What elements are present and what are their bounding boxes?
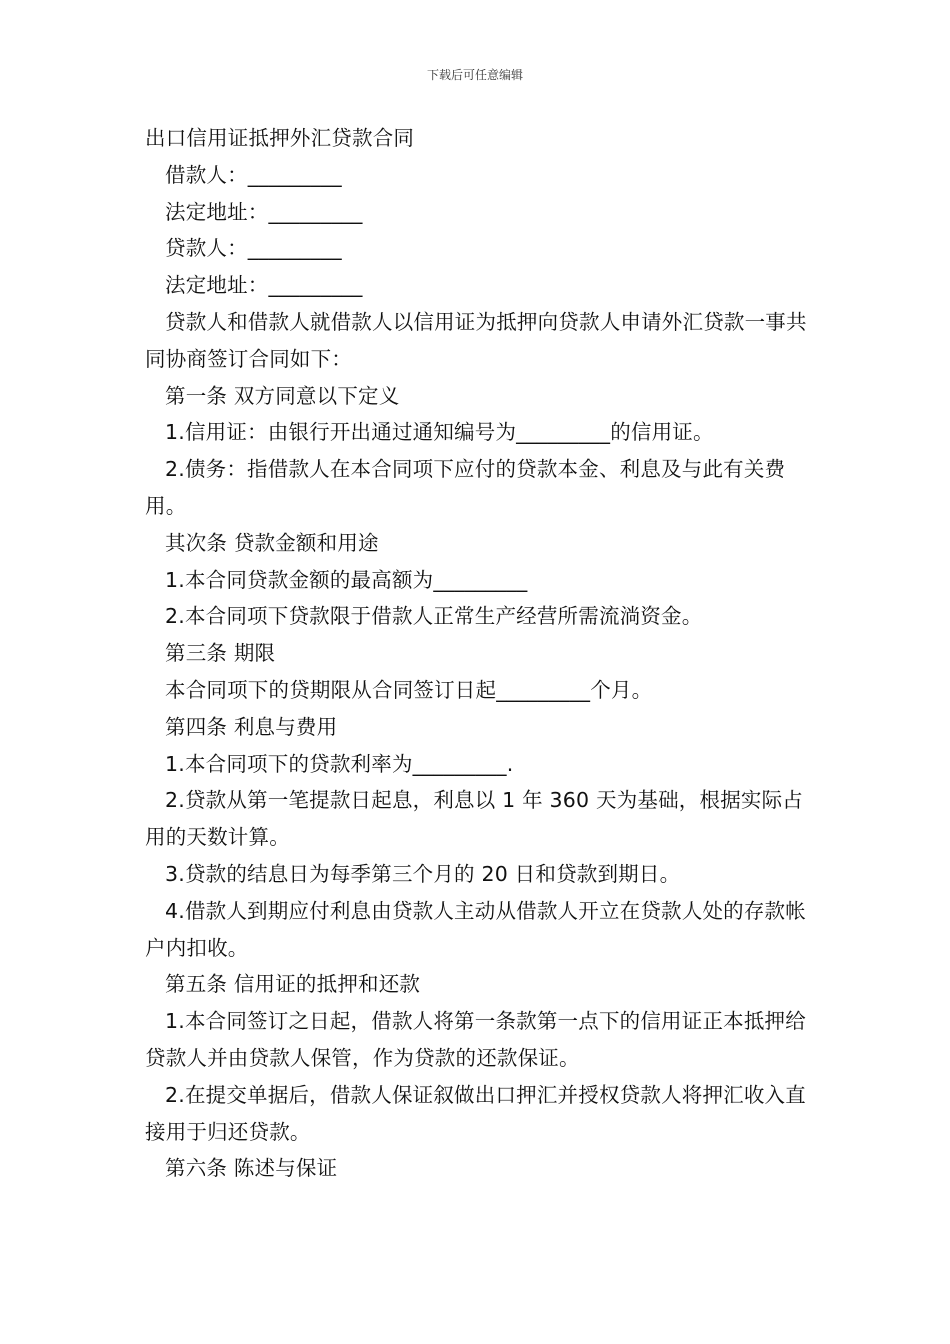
contract-body [145, 120, 810, 1187]
article-heading: 第三条 期限 [165, 641, 276, 666]
clause-paragraph: 2.在提交单据后，借款人保证叙做出口押汇并授权贷款人将押汇收入直接用于归还贷款。 [145, 1082, 806, 1144]
clause-paragraph: 3.贷款的结息日为每季第三个月的 20 日和贷款到期日。 [165, 861, 681, 886]
preamble-paragraph: 贷款人和借款人就借款人以信用证为抵押向贷款人申请外汇贷款一事共同协商签订合同如下： [145, 309, 807, 371]
clause-paragraph: 1.本合同项下的贷款利率为_________. [165, 751, 514, 776]
document-title: 出口信用证抵押外汇贷款合同 [145, 126, 415, 150]
clause-paragraph: 1.本合同签订之日起，借款人将第一条款第一点下的信用证正本抵押给贷款人并由贷款人保管，作为贷款的还款保证。 [145, 1009, 806, 1070]
page-header-note: 下载后可任意编辑 [426, 68, 523, 82]
borrower-line: 借款人：_________ [165, 162, 342, 187]
clause-paragraph: 1.本合同贷款金额的最高额为_________ [165, 567, 528, 592]
clause-paragraph: 2.债务：指借款人在本合同项下应付的贷款本金、利息及与此有关费用。 [145, 457, 786, 518]
lender-address-line: 法定地址：_________ [165, 273, 363, 298]
article-heading: 其次条 贷款金额和用途 [165, 530, 379, 555]
clause-paragraph: 2.本合同项下贷款限于借款人正常生产经营所需流淌资金。 [165, 604, 703, 629]
article-heading: 第五条 信用证的抵押和还款 [165, 972, 421, 997]
clause-paragraph: 1.信用证：由银行开出通过通知编号为_________的信用证。 [165, 420, 714, 445]
article-heading: 第四条 利息与费用 [165, 714, 338, 739]
article-heading: 第一条 双方同意以下定义 [165, 383, 400, 408]
lender-line: 贷款人：_________ [165, 236, 342, 261]
clause-paragraph: 本合同项下的贷期限从合同签订日起_________个月。 [165, 677, 653, 702]
clause-paragraph: 2.贷款从第一笔提款日起息，利息以 1 年 360 天为基础，根据实际占用的天数计算。 [145, 788, 803, 850]
borrower-address-line: 法定地址：_________ [165, 199, 363, 224]
article-heading: 第六条 陈述与保证 [165, 1156, 338, 1181]
clause-paragraph: 4.借款人到期应付利息由贷款人主动从借款人开立在贷款人处的存款帐户内扣收。 [145, 898, 806, 960]
